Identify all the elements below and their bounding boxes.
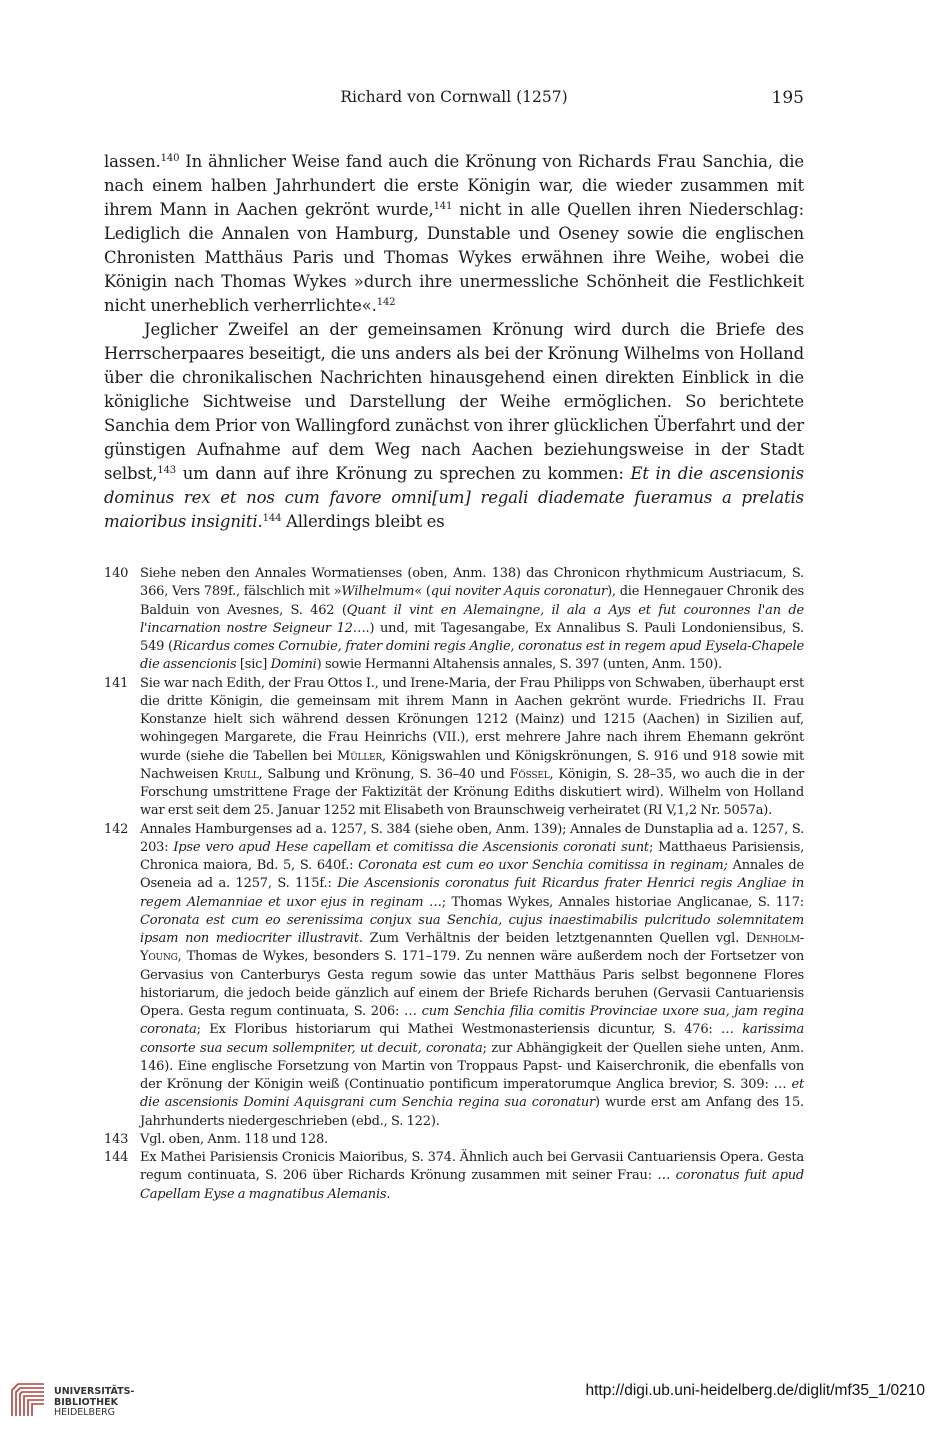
library-logo-text: UNIVERSITÄTS- BIBLIOTHEK HEIDELBERG [54, 1386, 135, 1418]
footnote-144: 144 Ex Mathei Parisiensis Cronicis Maioribus, S. 374. Ähnlich auch bei Gervasii Cantuariensis Opera. Gesta regum continuata, S. 206 über Richards Krönung zusammen mit seiner Frau: … coronatus fuit apud Capellam Eyse a magnatibus Alemanis. [104, 1150, 804, 1202]
footnote-number: 143 [104, 1131, 129, 1147]
text-run: lassen. [104, 152, 161, 171]
footnote-number: 144 [104, 1150, 129, 1165]
paragraph-1 [104, 150, 804, 318]
footnote-141: 141 Sie war nach Edith, der Frau Ottos I., und Irene-Maria, der Frau Philipps von Schwaben, überhaupt erst die dritte Königin, die gemeinsam mit ihrem Mann in Aachen gekrönt wurde. Friedrichs II. Frau Konstanze hielt sich während dessen Krönungen 1212 (Mainz) und 1215 (Aachen) in Sizilien auf, wohingegen Margarete, die Frau Heinrichs (VII.), erst mehrere Jahre nach ihrem Ehemann gekrönt wurde (siehe die Tabellen bei Müller, Königswahlen und Königskrönungen, S. 916 und 918 sowie mit Nachweisen Krull, Salbung und Krönung, S. 36–40 und Fössel, Königin, S. 28–35, wo auch die in der Forschung umstrittene Frage der Faktizität der Krönung Ediths diskutiert wird). Wilhelm von Holland war erst seit dem 25. Januar 1252 mit Elisabeth von Braunschweig verheiratet (RI V,1,2 Nr. 5057a). [104, 675, 804, 819]
source-url-link[interactable]: http://digi.ub.uni-heidelberg.de/diglit/mf35_1/0210 [585, 1382, 925, 1399]
text-run: Jeglicher Zweifel an der gemeinsamen Krönung wird durch die Briefe des Herrscherpaares beseitigt, die uns anders als bei der Krönung Wilhelms von Holland über die chronikalischen Nachrichten hinausgehend einen direkten Einblick in die königliche Sichtweise und Darstellung der Weihe ermöglichen. So berichtete Sanchia dem Prior von Wallingford zunächst von ihrer glücklichen Überfahrt und der günstigen Aufnahme auf dem Weg nach Aachen beziehungsweise in der Stadt selbst, [104, 320, 804, 483]
footnote-140: 140 Siehe neben den Annales Wormatienses (oben, Anm. 138) das Chronicon rhythmicum Austriacum, S. 366, Vers 789f., fälschlich mit »Wilhelmum« (qui noviter Aquis coronatur), die Hennegauer Chronik des Balduin von Avesnes, S. 462 (Quant il vint en Alemaingne, il ala a Ays et fut couronnes l'an de l'incarnation nostre Seigneur 12….) und, mit Tagesangabe, Ex Annalibus S. Pauli Londoniensibus, S. 549 (Ricardus comes Cornubie, frater domini regis Anglie, coronatus est in regem apud Eysela-Chapele die assencionis [sic] Domini) sowie Hermanni Altahensis annales, S. 397 (unten, Anm. 150). [104, 566, 805, 673]
page-header [104, 88, 804, 110]
footnote-number: 141 [104, 675, 129, 691]
footnote-ref-143: 143 [157, 465, 177, 476]
text-run: Allerdings bleibt es [281, 512, 445, 531]
footnote-number: 140 [104, 566, 129, 581]
library-logo-icon [8, 1380, 48, 1420]
running-title: Richard von Cornwall (1257) [340, 88, 568, 106]
footnote-ref-140: 140 [160, 153, 180, 164]
page-footer [0, 1368, 941, 1437]
footnote-number: 142 [104, 821, 129, 837]
paragraph-2 [104, 318, 804, 534]
footnote-ref-141: 141 [433, 201, 453, 212]
footnote-ref-142: 142 [376, 297, 396, 308]
text-run: nicht in alle Quellen ihren Niederschlag: Lediglich die Annalen von Hamburg, Dunstable und Oseney sowie die englischen Chronisten Matthäus Paris und Thomas Wykes erwähnen ihre Weihe, wobei die Königin nach Thomas Wykes »durch ihre unermessliche Schönheit die Festlichkeit nicht unerheblich verherrlichte«. [104, 200, 804, 315]
footnote-ref-144: 144 [262, 513, 282, 524]
footnote-143: 143 Vgl. oben, Anm. 118 und 128. [104, 1131, 804, 1149]
footnotes [104, 565, 804, 1204]
page-number: 195 [771, 88, 804, 108]
main-text [104, 150, 804, 534]
text-run: In ähnlicher Weise fand auch die Krönung von Richards Frau Sanchia, die nach einem halben Jahrhundert die erste Königin war, die wieder zusammen mit ihrem Mann in Aachen gekrönt wurde, [104, 152, 804, 219]
text-run: um dann auf ihre Krönung zu sprechen zu kommen: [176, 464, 631, 483]
footnote-142: 142 Annales Hamburgenses ad a. 1257, S. 384 (siehe oben, Anm. 139); Annales de Dunstaplia ad a. 1257, S. 203: Ipse vero apud Hese capellam et comitissa die Ascensionis coronati sunt; Matthaeus Parisiensis, Chronica maiora, Bd. 5, S. 640f.: Coronata est cum eo uxor Senchia comitissa in reginam; Annales de Oseneia ad a. 1257, S. 115f.: Die Ascensionis coronatus fuit Ricardus frater Henrici regis Angliae in regem Alemanniae et uxor ejus in reginam …; Thomas Wykes, Annales historiae Anglicanae, S. 117: Coronata est cum eo serenissima conjux sua Senchia, cujus inaestimabilis pulcritudo solemnitatem ipsam non mediocriter illustravit. Zum Verhältnis der beiden letztgenannten Quellen vgl. Denholm-Young, Thomas de Wykes, besonders S. 171–179. Zu nennen wäre außerdem noch der Fortsetzer von Gervasius von Canterburys Gesta regum sowie das unter Matthäus Paris selbst begonnene Flores historiarum, die jedoch beide gänzlich auf einem der Briefe Richards beruhen (Gervasii Cantuariensis Opera. Gesta regum continuata, S. 206: … cum Senchia filia comitis Provinciae uxore sua, jam regina coronata; Ex Floribus historiarum qui Mathei Westmonasteriensis dicuntur, S. 476: … karissima consorte sua secum sollempniter, ut decuit, coronata; zur Abhängigkeit der Quellen siehe unten, Anm. 146). Eine englische Forsetzung von Martin von Troppaus Papst- und Kaiserchronik, die ebenfalls von der Krönung der Königin weiß (Continuatio pontificum imperatorumque Anglica brevior, S. 309: … et die ascensionis Domini Aquisgrani cum Senchia regina sua coronatur) wurde erst am Anfang des 15. Jahrhunderts niedergeschrieben (ebd., S. 122). [104, 821, 805, 1129]
latin-quote: Et in die ascensionis dominus rex et nos cum favore omni[um] regali diademate fueramus a prelatis maioribus insigniti. [104, 464, 804, 531]
